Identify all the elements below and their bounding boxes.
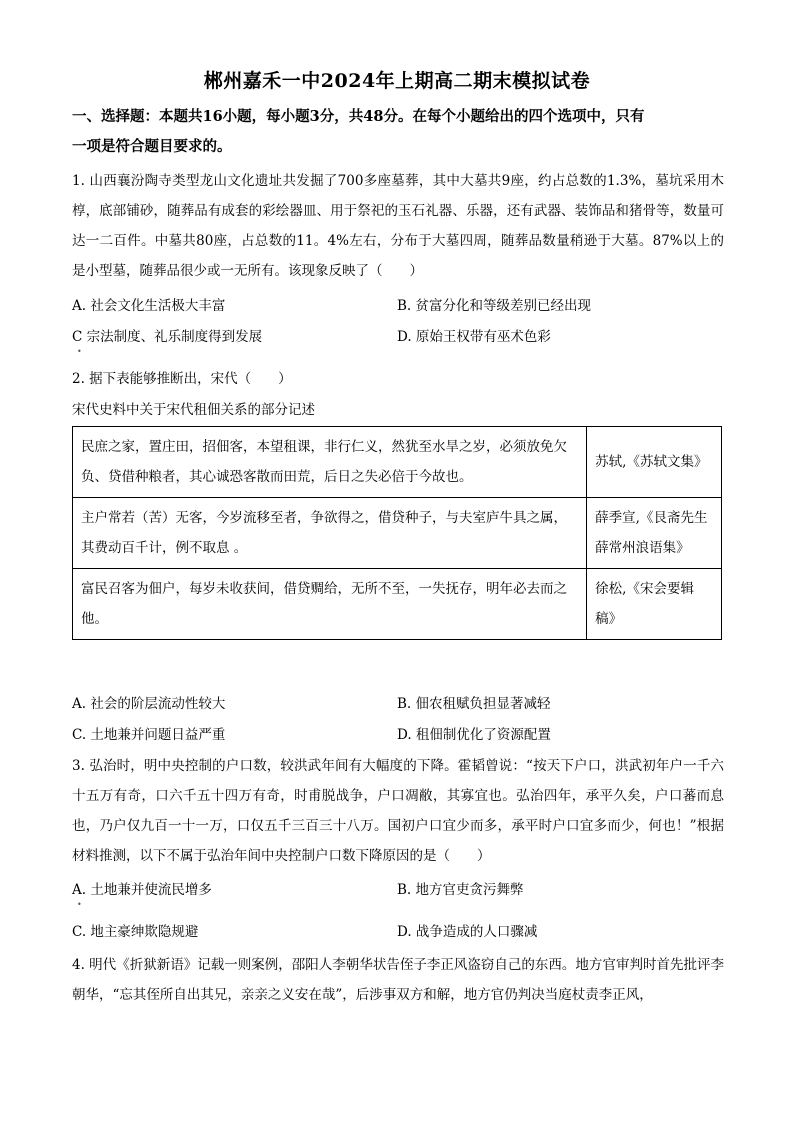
- table-cell-text: 主户常若（苦）无客，今岁流移至者，争欲得之，借贷种子，与夫室庐牛具之属，其费动百千计，例不取息 。: [73, 498, 587, 569]
- question-1-option-c[interactable]: C 宗法制度、礼乐制度得到发展: [72, 329, 263, 345]
- source-table: [72, 426, 722, 640]
- table-cell-source: 薛季宣,《艮斋先生薛常州浪语集》: [587, 498, 722, 569]
- table-row: [73, 498, 722, 569]
- table-cell-text: 民庶之家，置庄田，招佃客，本望租课，非行仁义，然犹至水旱之岁，必须放免欠负、贷借种粮者，其心诚恐客散而田荒，后日之失必倍于今故也。: [73, 427, 587, 498]
- question-2-stem: 2. 据下表能够推断出，宋代（ ）: [72, 371, 292, 387]
- question-1-option-a[interactable]: A. 社会文化生活极大丰富: [72, 298, 226, 314]
- question-4-stem: 4. 明代《折狱新语》记载一则案例，邵阳人李朝华状告侄子李正风盗窃自己的东西。地方官审判时首先批评李朝华，“忘其侄所自出其兄，亲亲之义安在哉”，后涉事双方和解，地方官仍判决当庭杖责李正风，: [72, 957, 724, 1003]
- question-1-option-d[interactable]: D. 原始王权带有巫术色彩: [397, 329, 551, 345]
- question-1-option-b[interactable]: B. 贫富分化和等级差别已经出现: [397, 298, 592, 314]
- question-3-option-d[interactable]: D. 战争造成的人口骤减: [397, 924, 538, 940]
- section-heading-line1: 一、选择题：本题共16小题，每小题3分，共48分。在每个小题给出的四个选项中，只有: [72, 108, 645, 125]
- section-heading-line2: 一项是符合题目要求的。: [72, 138, 232, 155]
- question-3-stem: 3. 弘治时，明中央控制的户口数，较洪武年间有大幅度的下降。霍韬曾说：“按天下户口，洪武初年户一千六十五万有奇，口六千五十四万有奇，时甫脱战争，户口凋敝，其寡宜也。弘治四年，承平久矣，户口蕃而息也，乃户仅九百一十一万，口仅五千三百三十八万。国初户口宜少而多，承平时户口宜多而少，何也！”根据材料推测，以下不属于弘治年间中央控制户口数下降原因的是（ ）: [72, 758, 724, 864]
- table-cell-text: 富民召客为佃户，每岁未收获间，借贷赒给，无所不至，一失抚存，明年必去而之他。: [73, 569, 587, 640]
- table-cell-source: 徐松,《宋会要辑稿》: [587, 569, 722, 640]
- table-row: [73, 569, 722, 640]
- question-2-option-b[interactable]: B. 佃农租赋负担显著减轻: [397, 696, 551, 712]
- table-row: [73, 427, 722, 498]
- question-2-option-a[interactable]: A. 社会的阶层流动性较大: [72, 696, 226, 712]
- question-3-option-b[interactable]: B. 地方官吏贪污舞弊: [397, 882, 524, 898]
- question-3-option-c[interactable]: C. 地主豪绅欺隐规避: [72, 924, 199, 940]
- exam-title: 郴州嘉禾一中2024年上期高二期末模拟试卷: [203, 70, 591, 92]
- stray-dot-mark: •: [77, 900, 82, 909]
- stray-dot-mark: •: [77, 347, 82, 356]
- question-3-option-a[interactable]: A. 土地兼并使流民增多: [72, 882, 212, 898]
- table-cell-source: 苏轼,《苏轼文集》: [587, 427, 722, 498]
- section-heading: [72, 102, 722, 162]
- question-2-option-d[interactable]: D. 租佃制优化了资源配置: [397, 727, 551, 743]
- question-1-stem: 1. 山西襄汾陶寺类型龙山文化遗址共发掘了700多座墓葬，其中大墓共9座，约占总数的1.3%，墓坑采用木椁，底部铺砂，随葬品有成套的彩绘器皿、用于祭祀的玉石礼器、乐器，还有武器、装饰品和猪骨等，数量可达一二百件。中墓共80座，占总数的11。4%左右，分布于大墓四周，随葬品数量稍逊于大墓。87%以上的是小型墓，随葬品很少或一无所有。该现象反映了（ ）: [72, 173, 724, 279]
- table-caption: 宋代史料中关于宋代租佃关系的部分记述: [72, 402, 315, 418]
- question-2-option-c[interactable]: C. 土地兼并问题日益严重: [72, 727, 226, 743]
